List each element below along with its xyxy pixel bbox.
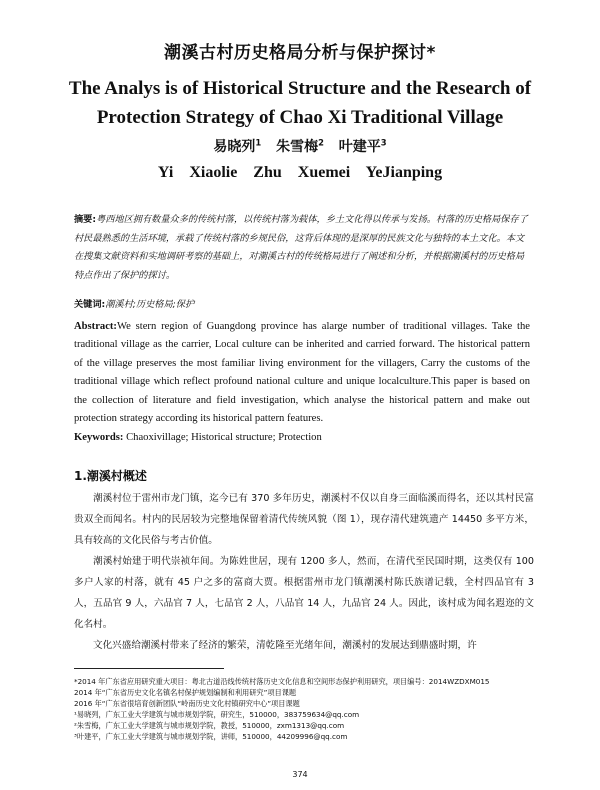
page-number: 374 <box>292 770 308 779</box>
authors-chinese <box>0 136 600 156</box>
footnote-funding-1: *2014 年广东省应用研究重大项目：粤北古道沿线传统村落历史文化信息和空间形态保护利用研究，项目编号：2014WZDXM015 <box>74 677 490 686</box>
footnote-funding-2: 2014 年“广东省历史文化名镇名村保护规划编制和利用研究”项目课题 <box>74 688 297 697</box>
footnote-author-3: ³叶建平，广东工业大学建筑与城市规划学院，讲师，510000，44209996@qq.com <box>74 732 348 741</box>
authors-english: Yi Xiaolie Zhu Xuemei YeJianping <box>157 164 443 181</box>
author-2: 朱雪梅$^2$ <box>276 137 324 155</box>
abstract-chinese <box>74 211 530 285</box>
abstract-english-label: Abstract: <box>74 321 117 332</box>
title-english-line-1: The Analys is of Historical Structure and the Research of <box>68 78 532 99</box>
body-paragraph-2: 潮溪村始建于明代崇祯年间。为陈姓世居，现有 1200 多人，然而，在清代至民国时期，这类仅有 100 多户人家的村落，就有 45 户之多的富商大贾。根据雷州市龙门镇潮溪村陈氏族谱记载，全村四品官有 3 人，五品官 9 人，六品官 7 人，七品官 2 人，八品官 14 人，九品官 24 人。因此，该村成为闻名遐迩的文化名村。 <box>74 556 534 630</box>
keywords-english-text: Chaoxivillage; Historical structure; Protection <box>126 432 322 443</box>
abstract-chinese-text: 粤西地区拥有数量众多的传统村落，以传统村落为载体，乡土文化得以传承与发扬。村落的历史格局保存了村民最熟悉的生活环境，承载了传统村落的乡规民俗，这背后体现的是深厚的民族文化与独特的本土文化。本文在搜集文献资料和实地调研考察的基础上，对潮溪古村的传统格局进行了阐述和分析，并根据潮溪村的历史格局特点作出了保护的探讨。 <box>74 214 528 281</box>
abstract-chinese-label: 摘要: <box>74 214 97 225</box>
keywords-chinese <box>74 296 530 310</box>
title-chinese: 潮溪古村历史格局分析与保护探讨* <box>164 43 436 63</box>
keywords-english <box>74 432 530 443</box>
section-heading-1: 1.潮溪村概述 <box>74 469 147 483</box>
author-3: 叶建平$^3$ <box>338 137 387 155</box>
footnote-author-1: ¹易晓列，广东工业大学建筑与城市规划学院，研究生，510000，383759634@qq.com <box>74 710 360 719</box>
keywords-chinese-text: 潮溪村;历史格局;保护 <box>105 299 195 310</box>
keywords-chinese-label: 关键词: <box>74 299 106 310</box>
keywords-english-label: Keywords: <box>74 432 124 443</box>
title-english-line-2: Protection Strategy of Chao Xi Traditional Village <box>96 107 504 128</box>
abstract-english <box>74 318 530 428</box>
footnotes <box>74 676 540 742</box>
footnote-divider <box>74 668 224 669</box>
footnote-funding-3: 2016 年“广东省很培育创新团队“岭南历史文化村镇研究中心”项目课题 <box>74 699 300 708</box>
abstract-english-text: We stern region of Guangdong province has alarge number of traditional villages. Take the traditional village as the carrier, Local culture can be inherited and carried forward. The historical pattern of the village preserves the most familiar living environment for the villagers, Carry the customs of the traditional village which reflect profound national culture and unique localculture.This paper is based on the collection of literature and field investigation, which analyse the historical pattern and make out protection strategy according its historical pattern features. <box>74 321 530 425</box>
title-english <box>30 74 570 132</box>
body-paragraph-3: 文化兴盛给潮溪村带来了经济的繁荣，清乾隆至光绪年间，潮溪村的发展达到鼎盛时期，许 <box>93 640 477 651</box>
author-1: 易晓列$^1$ <box>213 137 262 155</box>
footnote-author-2: ²朱雪梅，广东工业大学建筑与城市规划学院，教授，510000，zxm1313@qq.com <box>74 721 345 730</box>
body-paragraph-1: 潮溪村位于雷州市龙门镇，迄今已有 370 多年历史，潮溪村不仅以自身三面临溪而得名，还以其村民富贵双全而闻名。村内的民居较为完整地保留着清代传统风貌（图 1），现存清代建筑遗产 14450 多平方米，具有较高的文化民俗与考古价值。 <box>74 493 534 546</box>
